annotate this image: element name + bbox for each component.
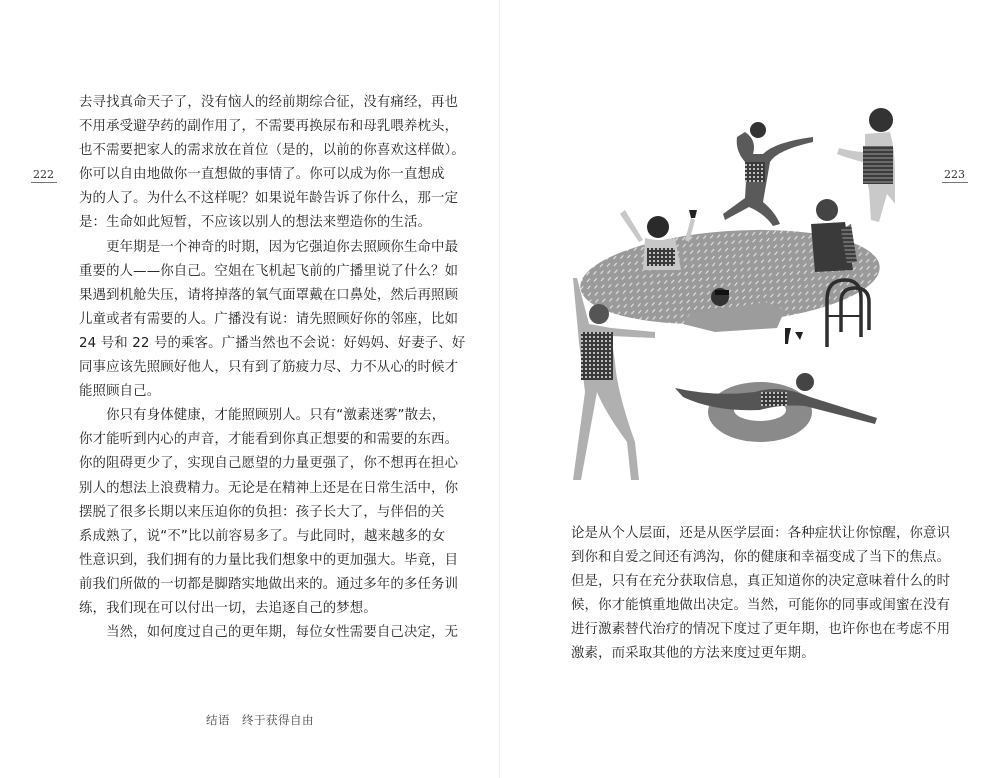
left-page-number-rule <box>31 182 57 183</box>
text-line: 儿童或者有需要的人。广播没有说：请先照顾好你的邻座，比如 <box>79 311 459 327</box>
right-page-number: 223 <box>944 168 965 181</box>
text-line: 是：生命如此短暂，不应该以别人的想法来塑造你的生活。 <box>79 215 432 231</box>
text-line: 更年期是一个神奇的时期，因为它强迫你去照顾你生命中最 <box>79 239 459 255</box>
dancing-woman-top <box>723 122 813 226</box>
text-line: 你才能听到内心的声音，才能看到你真正想要的和需要的东西。 <box>79 432 459 448</box>
text-line: 为的人了。为什么不这样呢？如果说年龄告诉了你什么，那一定 <box>79 191 459 207</box>
pool-party-illustration <box>565 92 895 494</box>
text-line: 候，你才能慎重地做出决定。当然，可能你的同事或闺蜜在没有 <box>571 598 951 614</box>
text-line: 激素，而采取其他的方法来度过更年期。 <box>571 646 815 662</box>
standing-woman-striped <box>837 108 895 222</box>
left-page-number: 222 <box>33 168 54 181</box>
text-line: 练，我们现在可以付出一切，去追逐自己的梦想。 <box>79 600 377 616</box>
text-line: 果遇到机舱失压，请将掉落的氧气面罩戴在口鼻处，然后再照顾 <box>79 287 459 303</box>
text-line: 进行激素替代治疗的情况下度过了更年期，也许你也在考虑不用 <box>571 622 951 638</box>
text-line: 摆脱了很多长期以来压迫你的负担：孩子长大了，与伴侣的关 <box>79 504 445 520</box>
text-line: 性意识到，我们拥有的力量比我们想象中的更加强大。毕竟，目 <box>79 552 459 568</box>
text-line: 系成熟了，说“不”比以前容易多了。与此同时，越来越多的女 <box>79 528 446 544</box>
page-gutter <box>499 0 500 778</box>
text-line: 也不需要把家人的需求放在首位（是的，以前的你喜欢这样做）。 <box>79 143 465 159</box>
text-line: 重要的人——你自己。空姐在飞机起飞前的广播里说了什么？如 <box>79 263 459 279</box>
text-line: 到你和自爱之间还有鸿沟，你的健康和幸福变成了当下的焦点。 <box>571 550 951 566</box>
wine-glasses-icon <box>785 328 803 344</box>
text-line: 前我们所做的一切都是脚踏实地做出来的。通过多年的多任务训 <box>79 576 459 592</box>
text-line: 去寻找真命天子了，没有恼人的经前期综合征，没有痛经，再也 <box>79 95 459 110</box>
text-line: 当然，如何度过自己的更年期，每位女性需要自己决定，无 <box>79 625 459 641</box>
text-line: 能照顾自己。 <box>79 384 161 400</box>
text-line: 你只有身体健康，才能照顾别人。只有“激素迷雾”散去， <box>79 408 446 424</box>
seated-woman <box>811 199 857 272</box>
text-line: 但是，只有在充分获取信息，真正知道你的决定意味着什么的时 <box>571 574 951 590</box>
right-page-body <box>571 522 951 667</box>
text-line: 你的阻碍更少了，实现自己愿望的力量更强了，你不想再在担心 <box>79 456 459 472</box>
text-line: 不用承受避孕药的副作用了，不需要再换尿布和母乳喂养枕头， <box>79 119 459 135</box>
running-footer: 结语 终于获得自由 <box>206 713 314 727</box>
left-page-body <box>79 91 466 645</box>
text-line: 24 号和 22 号的乘客。广播当然也不会说：好妈妈、好妻子、好 <box>79 335 466 351</box>
right-page-number-rule <box>942 182 968 183</box>
text-line: 论是从个人层面，还是从医学层面：各种症状让你惊醒，你意识 <box>571 526 951 541</box>
text-line: 同事应该先照顾好他人，只有到了筋疲力尽、力不从心的时候才 <box>79 360 459 376</box>
text-line: 你可以自由地做你一直想做的事情了。你可以成为你一直想成 <box>79 167 445 183</box>
text-line: 别人的想法上浪费精力。无论是在精神上还是在日常生活中，你 <box>79 480 459 496</box>
